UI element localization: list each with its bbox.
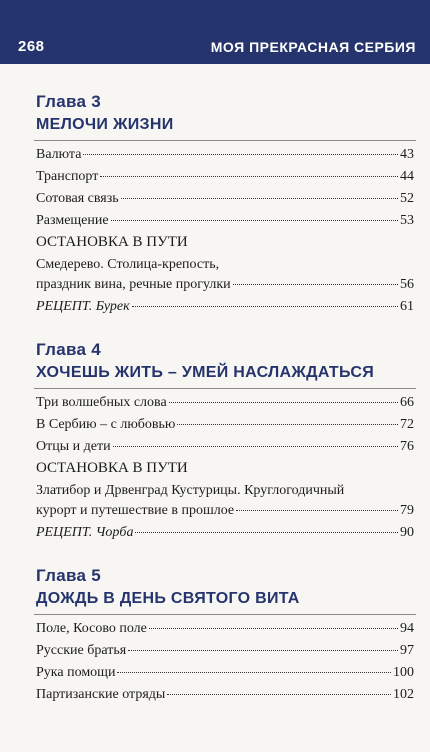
entry-title: Размещение — [36, 213, 109, 228]
toc-entry — [36, 276, 414, 293]
entry-page: 52 — [400, 191, 414, 206]
toc-entry — [36, 620, 414, 637]
toc-entry — [36, 416, 414, 433]
chapter-4-label: Глава 4 — [36, 340, 102, 359]
toc-entry — [36, 438, 414, 455]
entry-page: 97 — [400, 643, 414, 658]
entry-page: 61 — [400, 299, 414, 314]
leader-dots — [167, 694, 391, 695]
entry-title: Партизанские отряды — [36, 687, 166, 702]
toc-entry — [36, 502, 414, 519]
toc-entry — [36, 190, 414, 207]
leader-dots — [83, 154, 398, 155]
toc-entry — [36, 212, 414, 229]
leader-dots — [177, 424, 398, 425]
entry-page: 44 — [400, 169, 414, 184]
leader-dots — [132, 306, 398, 307]
entry-page: 94 — [400, 621, 414, 636]
entry-page: 100 — [393, 665, 414, 680]
toc-entry — [36, 686, 414, 703]
leader-dots — [128, 650, 398, 651]
stop-description-line: Смедерево. Столица-крепость, — [36, 257, 220, 272]
leader-dots — [233, 284, 398, 285]
toc-entry — [36, 394, 414, 411]
entry-title: Русские братья — [36, 643, 127, 658]
entry-title: Три волшебных слова — [36, 395, 167, 410]
entry-page: 90 — [400, 525, 414, 540]
divider — [34, 388, 416, 389]
chapter-3-label: Глава 3 — [36, 92, 102, 111]
page-number: 268 — [18, 38, 45, 55]
entry-page: 72 — [400, 417, 414, 432]
toc-entry — [36, 168, 414, 185]
stop-heading: ОСТАНОВКА В ПУТИ — [36, 460, 188, 476]
entry-title: Валюта — [36, 147, 82, 162]
entry-page: 43 — [400, 147, 414, 162]
divider — [34, 140, 416, 141]
running-title: МОЯ ПРЕКРАСНАЯ СЕРБИЯ — [210, 39, 416, 55]
entry-page: 76 — [400, 439, 414, 454]
toc-entry — [36, 146, 414, 163]
entry-title: РЕЦЕПТ. Бурек — [36, 299, 130, 314]
leader-dots — [117, 672, 391, 673]
toc-entry — [36, 664, 414, 681]
running-header — [0, 0, 430, 64]
entry-page: 66 — [400, 395, 414, 410]
chapter-5-title: ДОЖДЬ В ДЕНЬ СВЯТОГО ВИТА — [36, 590, 300, 607]
entry-page: 102 — [393, 687, 414, 702]
leader-dots — [111, 220, 398, 221]
leader-dots — [135, 532, 398, 533]
entry-page: 56 — [400, 277, 414, 292]
entry-title: праздник вина, речные прогулки — [36, 277, 231, 292]
entry-title: Отцы и дети — [36, 439, 111, 454]
recipe-entry — [36, 298, 414, 315]
entry-page: 53 — [400, 213, 414, 228]
leader-dots — [149, 628, 398, 629]
chapter-5-label: Глава 5 — [36, 566, 102, 585]
entry-title: В Сербию – с любовью — [36, 417, 176, 432]
entry-title: Сотовая связь — [36, 191, 119, 206]
entry-title: Рука помощи — [36, 665, 116, 680]
entry-title: РЕЦЕПТ. Чорба — [36, 525, 134, 540]
leader-dots — [100, 176, 398, 177]
recipe-entry — [36, 524, 414, 541]
entry-page: 79 — [400, 503, 414, 518]
entry-title: Транспорт — [36, 169, 99, 184]
leader-dots — [121, 198, 398, 199]
entry-title: курорт и путешествие в прошлое — [36, 503, 235, 518]
stop-heading: ОСТАНОВКА В ПУТИ — [36, 234, 188, 250]
divider — [34, 614, 416, 615]
leader-dots — [169, 402, 398, 403]
leader-dots — [113, 446, 398, 447]
toc-entry — [36, 642, 414, 659]
chapter-3-title: МЕЛОЧИ ЖИЗНИ — [36, 116, 174, 133]
chapter-4-title: ХОЧЕШЬ ЖИТЬ – УМЕЙ НАСЛАЖДАТЬСЯ — [36, 364, 375, 381]
stop-description-line: Златибор и Дрвенград Кустурицы. Круглогодичный — [36, 483, 345, 498]
entry-title: Поле, Косово поле — [36, 621, 147, 636]
leader-dots — [236, 510, 398, 511]
